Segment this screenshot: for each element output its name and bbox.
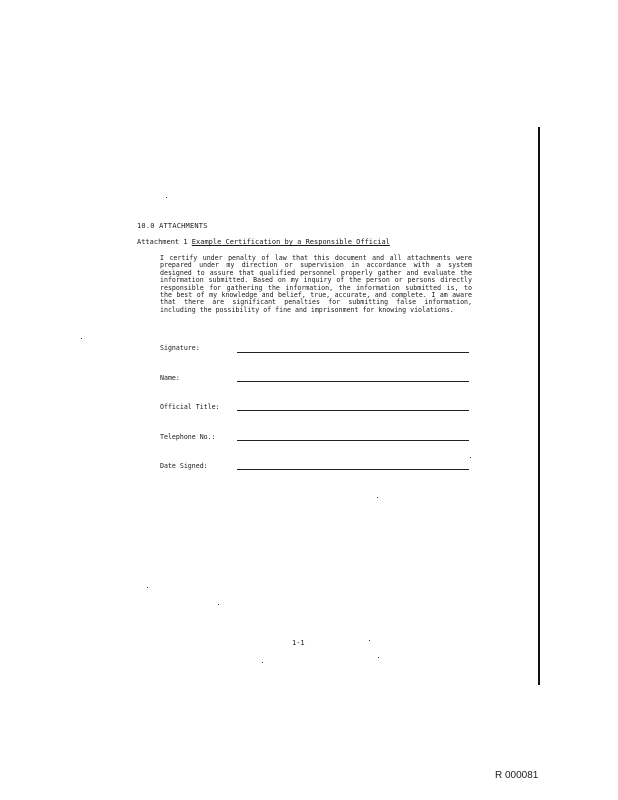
certification-statement: I certify under penalty of law that this document and all attachments were prepared under my direction or supervision in accordance with a system designed to assure that qualified personnel properly gather and evaluate the information submitted. Based on my inquiry of the person or persons directly responsible for gathering the information, the information submitted is, to the best of my knowledge and belief, true, accurate, and complete. I am aware that there are significant penalties for submitting false information, including the possibility of fine and imprisonment for knowing violations. [160, 254, 472, 314]
date-signed-line [237, 469, 469, 470]
name-label: Name: [160, 374, 180, 382]
scan-speck [377, 497, 378, 498]
bates-number: R 000081 [495, 770, 539, 781]
name-line [237, 381, 469, 382]
margin-rule [538, 127, 540, 685]
page-number: 1-1 [292, 639, 305, 647]
official-title-line [237, 410, 469, 411]
scan-speck [218, 604, 219, 605]
date-signed-label: Date Signed: [160, 462, 208, 470]
telephone-line [237, 440, 469, 441]
scan-speck [369, 640, 370, 641]
attachment-heading [137, 238, 390, 246]
scan-speck [81, 338, 82, 339]
attachment-title: Example Certification by a Responsible Official [191, 238, 390, 246]
attachment-label: Attachment 1 [137, 238, 188, 246]
scan-speck [147, 587, 148, 588]
scan-speck [470, 457, 471, 458]
scan-speck [166, 197, 167, 198]
telephone-label: Telephone No.: [160, 433, 216, 441]
scan-speck [262, 662, 263, 663]
section-heading: 10.0 ATTACHMENTS [137, 222, 208, 230]
official-title-label: Official Title: [160, 403, 220, 411]
signature-label: Signature: [160, 344, 200, 352]
scan-speck [378, 657, 379, 658]
signature-line [237, 352, 469, 353]
